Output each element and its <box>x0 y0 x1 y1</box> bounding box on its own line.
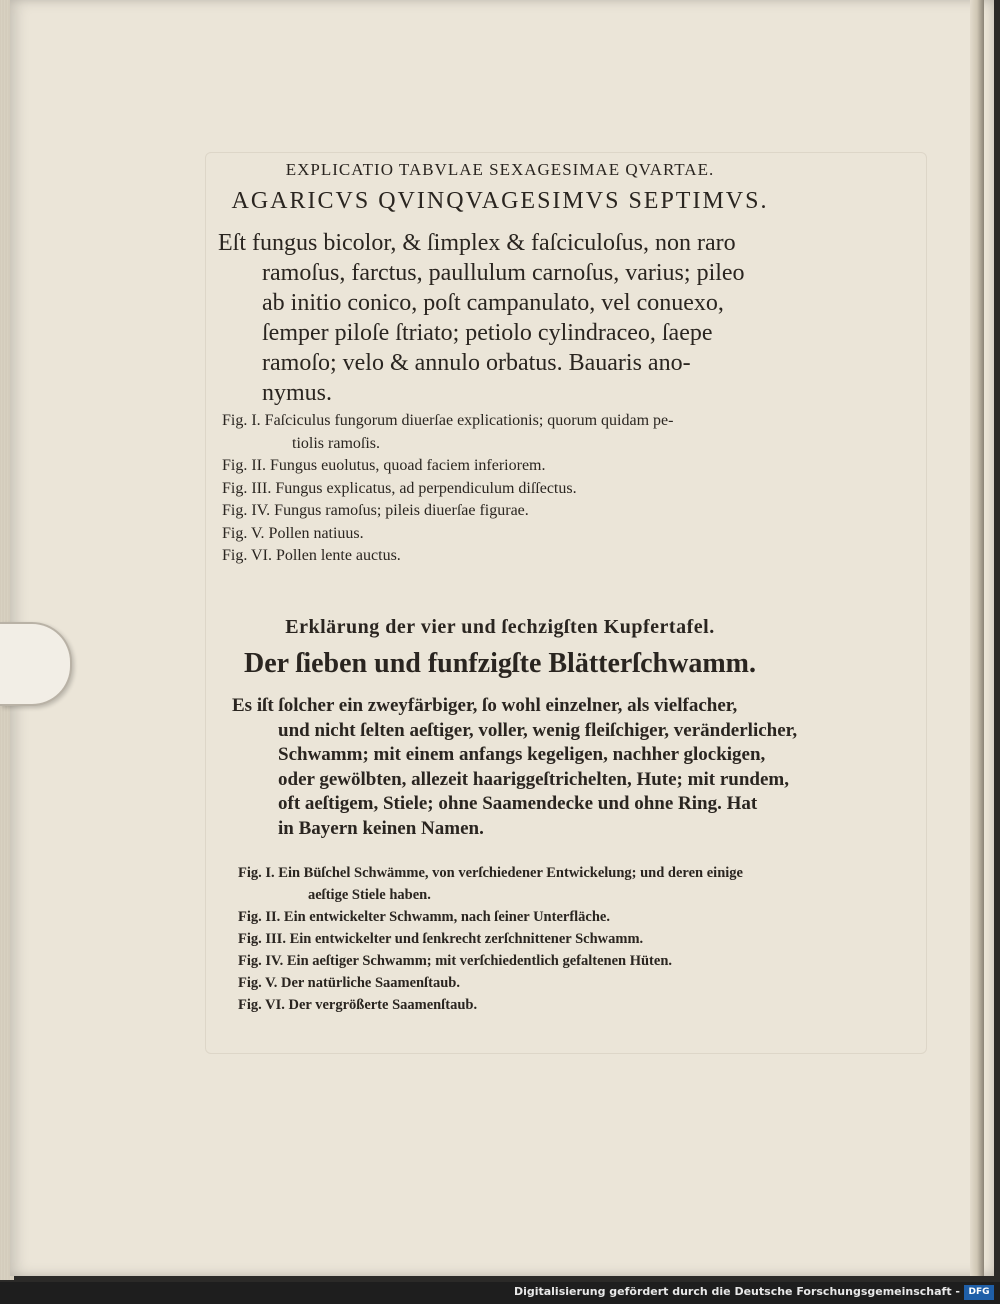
figure-item: Fig. III. Ein entwickelter und ſenkrecht zerſchnittener Schwamm. <box>238 931 644 947</box>
german-line: und nicht ſelten aeſtiger, voller, wenig fleiſchiger, veränderlicher, <box>278 719 798 741</box>
figure-item: Fig. IV. Ein aeſtiger Schwamm; mit verſchiedentlich gefaltenen Hüten. <box>238 953 673 969</box>
figure-item: Fig. VI. Der vergrößerte Saamenſtaub. <box>238 997 478 1013</box>
latin-header: EXPLICATIO TABVLAE SEXAGESIMAE QVARTAE. <box>285 160 715 179</box>
figure-item: Fig. IV. Fungus ramoſus; pileis diuerſae figurae. <box>222 502 529 519</box>
latin-description <box>218 228 838 408</box>
latin-line: Eſt fungus bicolor, & ſimplex & faſciculoſus, non raro <box>218 230 736 256</box>
footer-bar <box>0 1282 1000 1304</box>
figure-item: Fig. III. Fungus explicatus, ad perpendiculum diſſectus. <box>222 479 577 497</box>
latin-line: ab initio conico, poſt campanulato, vel conuexo, <box>262 290 724 316</box>
latin-title: AGARICVS QVINQVAGESIMVS SEPTIMVS. <box>231 188 769 214</box>
latin-figure-list <box>222 410 673 568</box>
dfg-logo: DFG <box>964 1285 994 1300</box>
figure-item-continuation: tiolis ramoſis. <box>292 434 380 452</box>
german-line: Es iſt ſolcher ein zweyfärbiger, ſo wohl einzelner, als vielfacher, <box>232 695 738 716</box>
german-line: oder gewölbten, allezeit haariggeſtrichelten, Hute; mit rundem, <box>278 768 789 790</box>
german-line: oft aeſtigem, Stiele; ohne Saamendecke und ohne Ring. Hat <box>278 793 758 814</box>
figure-item-continuation: aeſtige Stiele haben. <box>308 887 431 903</box>
german-header: Erklärung der vier und ſechzigſten Kupfertafel. <box>285 616 715 638</box>
figure-item: Fig. V. Pollen natiuus. <box>222 524 364 542</box>
latin-line: nymus. <box>262 380 333 406</box>
figure-item: Fig. I. Faſciculus fungorum diuerſae explicationis; quorum quidam pe- <box>222 412 674 429</box>
latin-line: ramoſus, farctus, paullulum carnoſus, varius; pileo <box>262 260 745 286</box>
footer-credit: Digitalisierung gefördert durch die Deutsche Forschungsgemeinschaft - <box>513 1285 960 1298</box>
latin-line: ramoſo; velo & annulo orbatus. Bauaris ano- <box>262 350 691 376</box>
figure-item: Fig. I. Ein Büſchel Schwämme, von verſchiedener Entwickelung; und deren einige <box>238 865 743 881</box>
german-title: Der ſieben und funfzigſte Blätterſchwamm. <box>244 648 756 679</box>
figure-item: Fig. V. Der natürliche Saamenſtaub. <box>238 975 460 991</box>
figure-item: Fig. II. Ein entwickelter Schwamm, nach ſeiner Unterfläche. <box>238 909 610 925</box>
german-figure-list <box>238 862 743 1016</box>
german-line: Schwamm; mit einem anfangs kegeligen, nachher glockigen, <box>278 744 766 765</box>
latin-line: ſemper piloſe ſtriato; petiolo cylindraceo, ſaepe <box>262 320 713 346</box>
figure-item: Fig. VI. Pollen lente auctus. <box>222 547 401 564</box>
figure-item: Fig. II. Fungus euolutus, quoad faciem inferiorem. <box>222 457 546 474</box>
german-description <box>232 694 852 841</box>
german-line: in Bayern keinen Namen. <box>278 817 484 839</box>
